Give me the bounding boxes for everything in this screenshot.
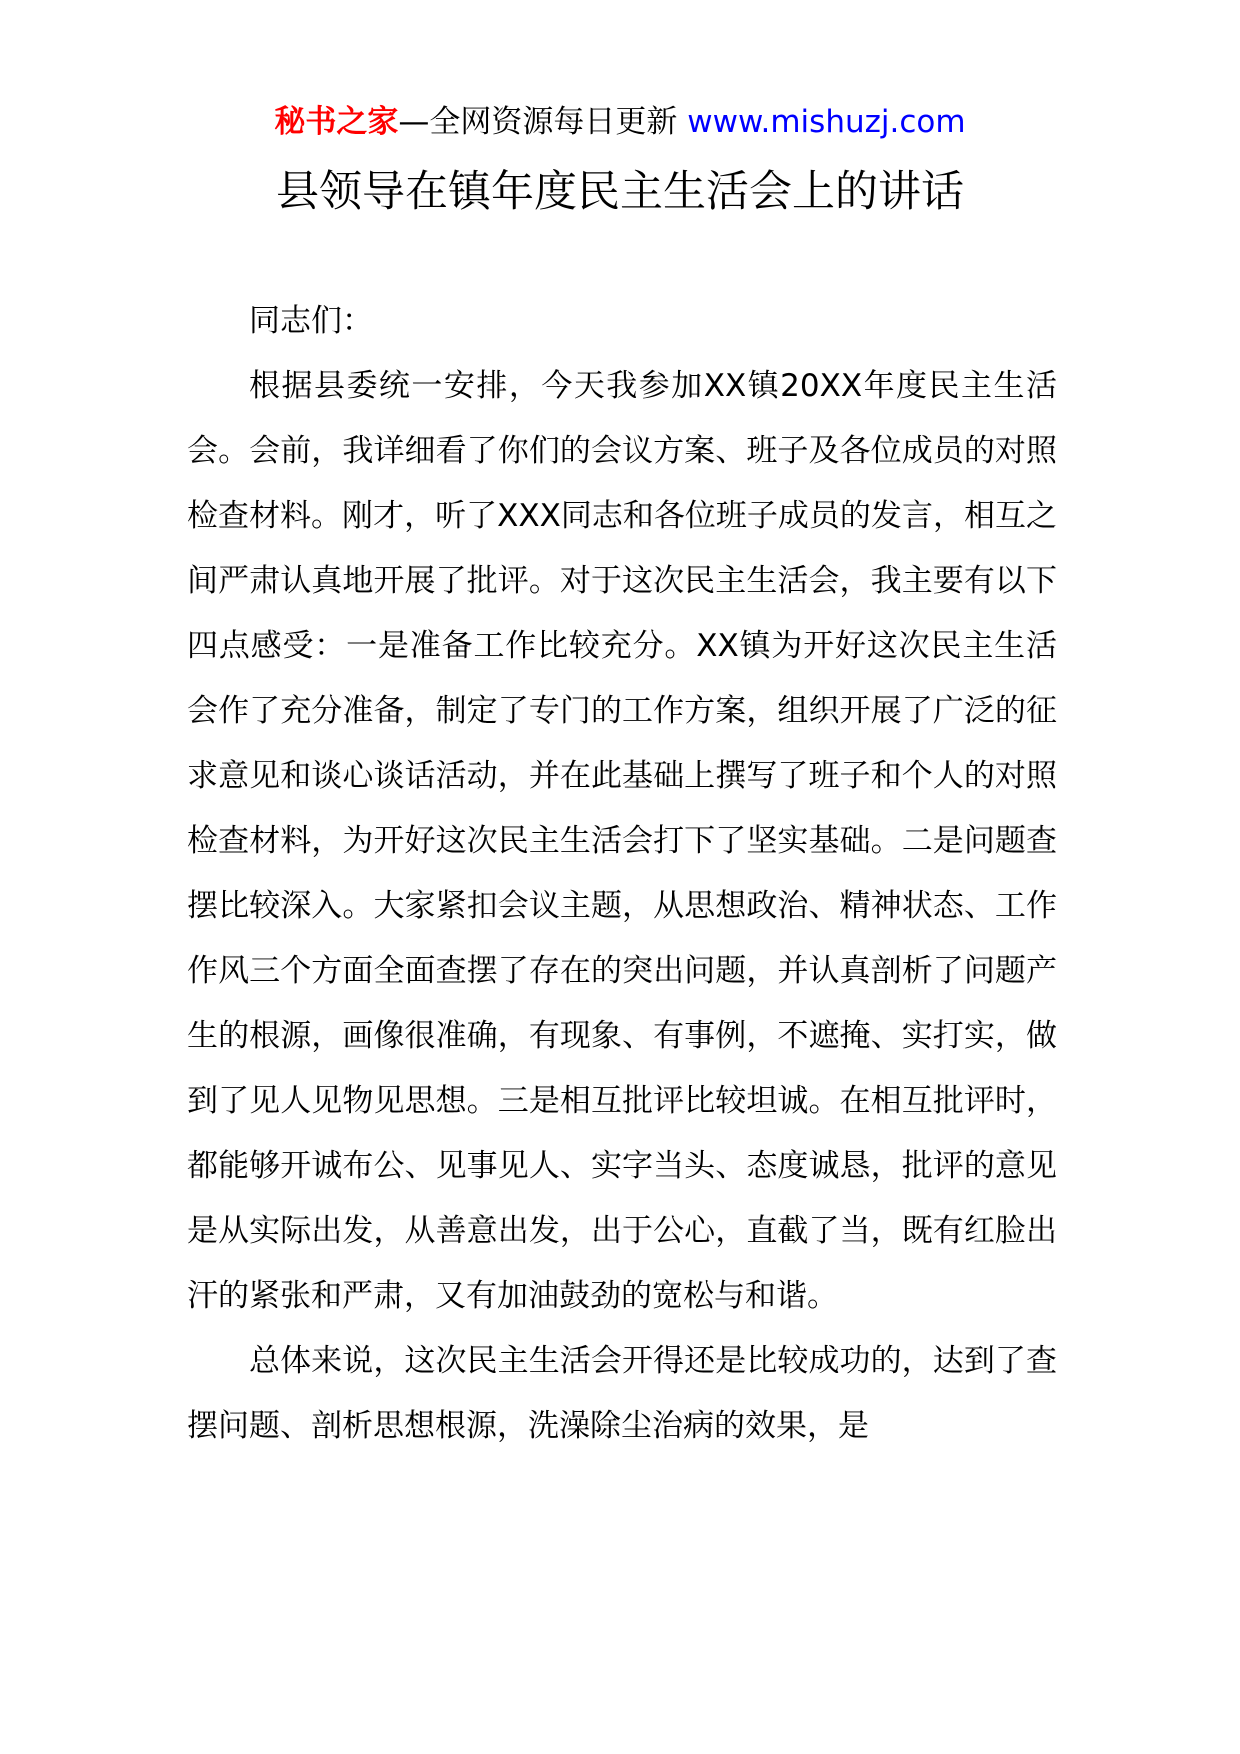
document-title: 县领导在镇年度民主生活会上的讲话 <box>276 167 964 217</box>
brand-name: 秘书之家 <box>274 104 399 140</box>
document-body <box>187 289 1057 1459</box>
site-header <box>0 100 1240 144</box>
header-tagline: —全网资源每日更新 <box>398 104 688 140</box>
body-paragraph: 根据县委统一安排，今天我参加XX镇20XX年度民主生活会。会前，我详细看了你们的会议方案、班子及各位成员的对照检查材料。刚才，听了XXX同志和各位班子成员的发言，相互之间严肃认真地开展了批评。对于这次民主生活会，我主要有以下四点感受：一是准备工作比较充分。XX镇为开好这次民主生活会作了充分准备，制定了专门的工作方案，组织开展了广泛的征求意见和谈心谈话活动，并在此基础上撰写了班子和个人的对照检查材料，为开好这次民主生活会打下了坚实基础。二是问题查摆比较深入。大家紧扣会议主题，从思想政治、精神状态、工作作风三个方面全面查摆了存在的突出问题，并认真剖析了问题产生的根源，画像很准确，有现象、有事例，不遮掩、实打实，做到了见人见物见思想。三是相互批评比较坦诚。在相互批评时，都能够开诚布公、见事见人、实字当头、态度诚恳，批评的意见是从实际出发，从善意出发，出于公心，直截了当，既有红脸出汗的紧张和严肃，又有加油鼓劲的宽松与和谐。 <box>187 368 1057 1314</box>
body-paragraph: 总体来说，这次民主生活会开得还是比较成功的，达到了查摆问题、剖析思想根源，洗澡除尘治病的效果，是 <box>187 1343 1057 1444</box>
site-url[interactable]: www.mishuzj.com <box>687 104 966 140</box>
salutation: 同志们： <box>249 303 373 339</box>
